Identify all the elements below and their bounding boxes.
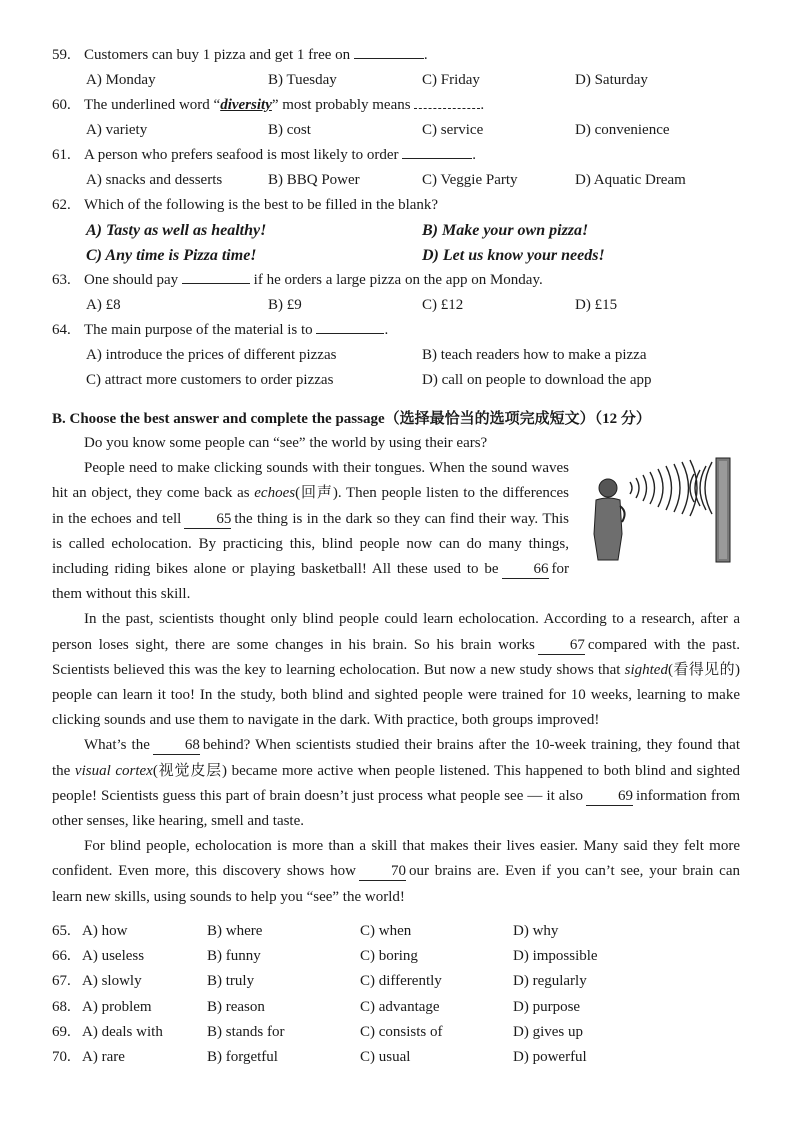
option-d[interactable]: D) regularly <box>513 973 587 990</box>
option-d[interactable]: D) purpose <box>513 998 581 1015</box>
option-a[interactable]: A) introduce the prices of different pizzas <box>86 347 337 363</box>
underlined-word: diversity <box>220 97 272 113</box>
option-d[interactable]: D) impossible <box>513 948 598 965</box>
option-b[interactable]: B) BBQ Power <box>268 172 360 188</box>
option-c[interactable]: C) advantage <box>360 998 440 1015</box>
option-d[interactable]: D) Saturday <box>575 72 648 88</box>
option-a[interactable]: A) problem <box>82 998 152 1015</box>
paragraph: For blind people, echolocation is more than a skill that makes their lives easier. Many said they felt more confident. Even more, this discovery shows how 70 our brains are. Even if you can’t see, your brain can learn new skills, using sounds to help you “see” the world! <box>52 838 740 905</box>
options-row <box>52 343 752 368</box>
blank-70: 70 <box>359 863 406 881</box>
options-row <box>52 218 752 243</box>
option-a[interactable]: A) variety <box>86 122 148 138</box>
blank-65: 65 <box>184 511 231 529</box>
question-text: A person who prefers seafood is most likely to order <box>84 147 399 163</box>
answer-row-67 <box>52 969 752 994</box>
question-text: The underlined word “ <box>84 97 221 113</box>
option-b[interactable]: B) stands for <box>207 1023 285 1040</box>
option-b[interactable]: B) truly <box>207 973 255 990</box>
question-text-end: . <box>423 47 428 63</box>
blank-68: 68 <box>153 737 200 755</box>
option-a[interactable]: A) slowly <box>82 973 142 990</box>
italic-term: echoes <box>254 485 296 502</box>
question-text-end: . <box>384 322 389 338</box>
option-c[interactable]: C) usual <box>360 1048 411 1065</box>
answer-row-69 <box>52 1020 752 1045</box>
options-row <box>52 243 752 268</box>
question-stem <box>52 43 752 68</box>
option-b[interactable]: B) cost <box>268 122 311 138</box>
blank-69: 69 <box>586 788 633 806</box>
option-c[interactable]: C) Any time is Pizza time! <box>86 247 257 264</box>
question-stem <box>52 193 752 218</box>
option-c[interactable]: C) Veggie Party <box>422 172 518 188</box>
answer-blank <box>316 318 384 334</box>
option-b[interactable]: B) where <box>207 923 263 939</box>
option-d[interactable]: D) convenience <box>575 122 670 138</box>
option-a[interactable]: A) £8 <box>86 297 121 313</box>
option-b[interactable]: B) forgetful <box>207 1048 278 1065</box>
answer-blank <box>402 143 472 159</box>
option-c[interactable]: C) £12 <box>422 297 464 313</box>
question-number: 63. <box>52 272 71 288</box>
question-59 <box>52 43 752 93</box>
answer-row-65 <box>52 919 752 944</box>
italic-term: visual cortex <box>74 762 153 779</box>
options-row <box>52 293 752 318</box>
option-b[interactable]: B) Make your own pizza! <box>422 222 589 239</box>
option-d[interactable]: D) call on people to download the app <box>422 372 652 388</box>
option-a[interactable]: A) useless <box>82 948 145 965</box>
answer-blank <box>354 43 424 59</box>
blank-67: 67 <box>538 637 585 655</box>
question-61 <box>52 143 752 193</box>
option-a[interactable]: A) Tasty as well as healthy! <box>86 222 267 239</box>
option-b[interactable]: B) teach readers how to make a pizza <box>422 347 647 363</box>
question-60 <box>52 93 752 143</box>
answer-options <box>52 919 752 1070</box>
question-62 <box>52 193 752 268</box>
option-c[interactable]: C) when <box>360 923 412 939</box>
answer-row-70 <box>52 1045 752 1070</box>
question-text-end: . <box>472 147 477 163</box>
option-c[interactable]: C) attract more customers to order pizzas <box>86 372 334 388</box>
option-a[interactable]: A) snacks and desserts <box>86 172 223 188</box>
question-64 <box>52 318 752 393</box>
question-number: 70. <box>52 1048 71 1065</box>
paragraph: What’s the 68 behind? When scientists studied their brains after the 10-week training, they found that the visual cortex(视觉皮层) became more active when people listened. This happened to both blind and sighted people! Scientists guess this part of brain doesn’t just process what people see — it also 69 information from other senses, like hearing, smell and taste. <box>52 737 741 830</box>
answer-blank <box>414 93 480 109</box>
option-d[interactable]: D) why <box>513 923 559 939</box>
option-c[interactable]: C) boring <box>360 948 418 965</box>
options-row <box>52 368 752 393</box>
question-number: 60. <box>52 97 71 113</box>
option-d[interactable]: D) Aquatic Dream <box>575 172 686 188</box>
question-text-end: if he orders a large pizza on the app on Monday. <box>253 272 543 288</box>
question-text: Which of the following is the best to be filled in the blank? <box>84 197 439 213</box>
options-row <box>52 168 752 193</box>
question-stem <box>52 268 752 293</box>
option-a[interactable]: A) how <box>82 923 128 939</box>
option-d[interactable]: D) powerful <box>513 1048 587 1065</box>
paragraph: People need to make clicking sounds with their tongues. When the sound waves hit an object, they come back as echoes(回声). Then people listen to the differences in the echoes and tell 65 the thing is in the dark so they can find their way. This is called echolocation. By practicing this, blind people now can do many things, including riding bikes alone or playing basketball! All these used to be 66 for them without this skill. <box>52 460 569 603</box>
question-number: 64. <box>52 322 71 338</box>
option-d[interactable]: D) Let us know your needs! <box>422 247 605 264</box>
answer-row-68 <box>52 995 752 1020</box>
options-row <box>52 118 752 143</box>
option-c[interactable]: C) differently <box>360 973 442 990</box>
question-text: The main purpose of the material is to <box>84 322 313 338</box>
question-stem <box>52 318 752 343</box>
paragraph: Do you know some people can “see” the world by using their ears? <box>84 435 488 451</box>
question-63 <box>52 268 752 318</box>
section-title: B. Choose the best answer and complete the passage（选择最恰当的选项完成短文）（12 分） <box>52 411 651 427</box>
italic-term: sighted <box>624 661 668 678</box>
question-stem <box>52 143 752 168</box>
question-stem: 60. The underlined word “diversity” most probably means . <box>52 93 752 118</box>
question-number: 59. <box>52 47 71 63</box>
question-number: 62. <box>52 197 71 213</box>
answer-blank <box>182 268 250 284</box>
paragraph: In the past, scientists thought only blind people could learn echolocation. According to a research, after a person loses sight, there are some changes in his brain. So his brain works 67 compared with the past. Scientists believed this was the key to learning echolocation. But now a new study shows that sighted(看得见的) people can learn it too! In the study, both blind and sighted people were trained for 10 weeks, learning to make clicking sounds and use them to navigate in the dark. With practice, both groups improved! <box>52 611 741 729</box>
answer-row-66 <box>52 944 752 969</box>
option-d[interactable]: D) gives up <box>513 1023 583 1040</box>
question-text-end: ” most probably means <box>271 97 411 113</box>
option-c[interactable]: C) Friday <box>422 72 480 88</box>
echolocation-illustration <box>588 456 748 566</box>
option-a[interactable]: A) Monday <box>86 72 156 88</box>
option-b[interactable]: B) reason <box>207 998 265 1015</box>
echolocation-figure-icon <box>588 456 748 566</box>
blank-66: 66 <box>502 561 549 579</box>
question-text: One should pay <box>84 272 179 288</box>
option-a[interactable]: A) deals with <box>82 1023 163 1040</box>
option-c[interactable]: C) service <box>422 122 484 138</box>
question-number: 69. <box>52 1023 71 1040</box>
question-number: 61. <box>52 147 71 163</box>
question-number: 68. <box>52 998 71 1015</box>
question-number: 67. <box>52 973 71 990</box>
question-number: 66. <box>52 948 71 965</box>
option-a[interactable]: A) rare <box>82 1048 125 1065</box>
question-text: Customers can buy 1 pizza and get 1 free on <box>84 47 351 63</box>
question-number: 65. <box>52 923 71 939</box>
option-b[interactable]: B) funny <box>207 948 261 965</box>
options-row <box>52 68 752 93</box>
option-c[interactable]: C) consists of <box>360 1023 443 1040</box>
option-b[interactable]: B) £9 <box>268 297 302 313</box>
option-d[interactable]: D) £15 <box>575 297 618 313</box>
option-b[interactable]: B) Tuesday <box>268 72 337 88</box>
